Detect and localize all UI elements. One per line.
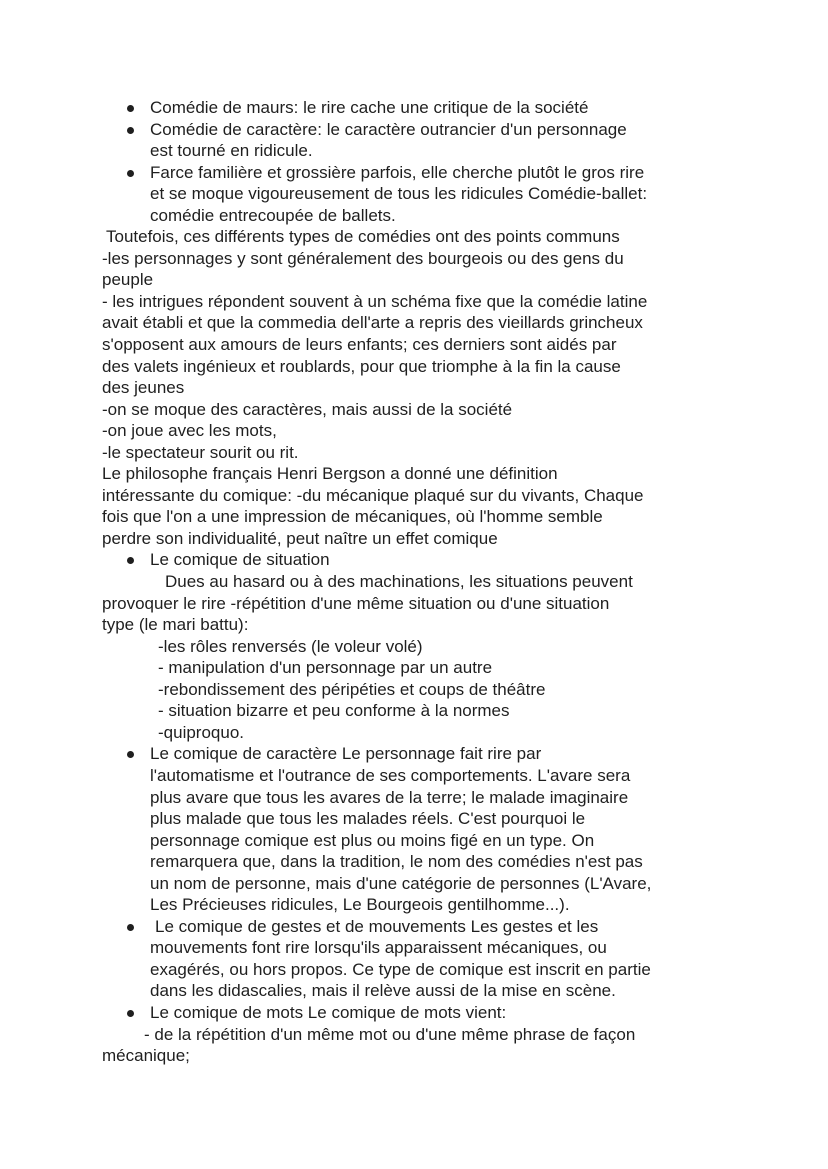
line-text: perdre son individualité, peut naître un effet comique bbox=[102, 528, 498, 548]
bullet-icon bbox=[127, 924, 134, 931]
text-line bbox=[0, 894, 828, 916]
line-text: dans les didascalies, mais il relève aussi de la mise en scène. bbox=[150, 981, 616, 1001]
text-line bbox=[0, 463, 828, 485]
text-line bbox=[0, 571, 828, 593]
text-line bbox=[0, 312, 828, 334]
text-line bbox=[0, 377, 828, 399]
text-line bbox=[0, 506, 828, 528]
line-text: intéressante du comique: -du mécanique plaqué sur du vivants, Chaque bbox=[102, 485, 644, 505]
line-text: s'opposent aux amours de leurs enfants; ces derniers sont aidés par bbox=[102, 335, 617, 355]
text-line bbox=[0, 399, 828, 421]
bullet-item-line bbox=[0, 97, 828, 119]
text-line bbox=[0, 334, 828, 356]
document-body bbox=[0, 97, 828, 1067]
text-line bbox=[0, 851, 828, 873]
text-line bbox=[0, 183, 828, 205]
text-line bbox=[0, 614, 828, 636]
bullet-item-line bbox=[0, 549, 828, 571]
line-text: remarquera que, dans la tradition, le nom des comédies n'est pas bbox=[150, 852, 643, 872]
line-text: plus malade que tous les malades réels. C'est pourquoi le bbox=[150, 809, 586, 829]
line-text: un nom de personne, mais d'une catégorie de personnes (L'Avare, bbox=[150, 873, 652, 893]
text-line bbox=[0, 657, 828, 679]
text-line bbox=[0, 593, 828, 615]
line-text: - situation bizarre et peu conforme à la normes bbox=[158, 701, 510, 721]
bullet-item-line bbox=[0, 743, 828, 765]
line-text: Dues au hasard ou à des machinations, les situations peuvent bbox=[165, 572, 633, 592]
line-text: et se moque vigoureusement de tous les ridicules Comédie-ballet: bbox=[150, 184, 648, 204]
line-text: -rebondissement des péripéties et coups de théâtre bbox=[158, 679, 546, 699]
line-text: des valets ingénieux et roublards, pour que triomphe à la fin la cause bbox=[102, 356, 621, 376]
text-line bbox=[0, 700, 828, 722]
text-line bbox=[0, 722, 828, 744]
line-text: - les intrigues répondent souvent à un schéma fixe que la comédie latine bbox=[102, 291, 648, 311]
line-text: Les Précieuses ridicules, Le Bourgeois gentilhomme...). bbox=[150, 895, 570, 915]
line-text: -on se moque des caractères, mais aussi de la société bbox=[102, 399, 513, 419]
line-text: -les personnages y sont généralement des bourgeois ou des gens du bbox=[102, 248, 624, 268]
line-text: l'automatisme et l'outrance de ses comportements. L'avare sera bbox=[150, 765, 631, 785]
text-line bbox=[0, 808, 828, 830]
line-text: type (le mari battu): bbox=[102, 615, 249, 635]
line-text: - manipulation d'un personnage par un autre bbox=[158, 658, 493, 678]
text-line bbox=[0, 787, 828, 809]
line-text: mouvements font rire lorsqu'ils apparaissent mécaniques, ou bbox=[150, 938, 607, 958]
text-line bbox=[0, 356, 828, 378]
text-line bbox=[0, 679, 828, 701]
line-text: plus avare que tous les avares de la terre; le malade imaginaire bbox=[150, 787, 629, 807]
line-text: Le comique de mots Le comique de mots vient: bbox=[150, 1002, 507, 1022]
text-line bbox=[0, 442, 828, 464]
line-text: -les rôles renversés (le voleur volé) bbox=[158, 636, 423, 656]
text-line bbox=[0, 980, 828, 1002]
line-text: comédie entrecoupée de ballets. bbox=[150, 205, 396, 225]
bullet-icon bbox=[127, 557, 134, 564]
text-line bbox=[0, 959, 828, 981]
line-text: Comédie de maurs: le rire cache une critique de la société bbox=[150, 98, 589, 117]
line-text: est tourné en ridicule. bbox=[150, 141, 313, 161]
line-text: exagérés, ou hors propos. Ce type de comique est inscrit en partie bbox=[150, 959, 651, 979]
line-text: des jeunes bbox=[102, 378, 185, 398]
bullet-item-line bbox=[0, 1002, 828, 1024]
line-text: Farce familière et grossière parfois, elle cherche plutôt le gros rire bbox=[150, 162, 645, 182]
text-line bbox=[0, 269, 828, 291]
line-text: mécanique; bbox=[102, 1046, 190, 1066]
line-text: Le philosophe français Henri Bergson a donné une définition bbox=[102, 464, 558, 484]
bullet-icon bbox=[127, 127, 134, 134]
text-line bbox=[0, 226, 828, 248]
bullet-item-line bbox=[0, 916, 828, 938]
line-text: Comédie de caractère: le caractère outrancier d'un personnage bbox=[150, 119, 627, 139]
line-text: peuple bbox=[102, 270, 154, 290]
text-line bbox=[0, 830, 828, 852]
line-text: Le comique de situation bbox=[150, 550, 330, 570]
text-line bbox=[0, 528, 828, 550]
bullet-item-line bbox=[0, 162, 828, 184]
text-line bbox=[0, 937, 828, 959]
line-text: Le comique de gestes et de mouvements Les gestes et les bbox=[155, 916, 599, 936]
line-text: -quiproquo. bbox=[158, 722, 245, 742]
line-text: -le spectateur sourit ou rit. bbox=[102, 442, 299, 462]
bullet-icon bbox=[127, 751, 134, 758]
line-text: Le comique de caractère Le personnage fait rire par bbox=[150, 744, 542, 764]
line-text: avait établi et que la commedia dell'arte a repris des vieillards grincheux bbox=[102, 313, 643, 333]
text-line bbox=[0, 140, 828, 162]
bullet-item-line bbox=[0, 119, 828, 141]
line-text: - de la répétition d'un même mot ou d'une même phrase de façon bbox=[144, 1024, 636, 1044]
text-line bbox=[0, 636, 828, 658]
bullet-icon bbox=[127, 170, 134, 177]
line-text: fois que l'on a une impression de mécaniques, où l'homme semble bbox=[102, 507, 603, 527]
text-line bbox=[0, 1045, 828, 1067]
line-text: personnage comique est plus ou moins figé en un type. On bbox=[150, 830, 595, 850]
text-line bbox=[0, 291, 828, 313]
text-line bbox=[0, 873, 828, 895]
text-line bbox=[0, 1024, 828, 1046]
bullet-icon bbox=[127, 1010, 134, 1017]
bullet-icon bbox=[127, 105, 134, 112]
line-text: -on joue avec les mots, bbox=[102, 421, 277, 441]
line-text: provoquer le rire -répétition d'une même situation ou d'une situation bbox=[102, 593, 610, 613]
line-text: Toutefois, ces différents types de comédies ont des points communs bbox=[106, 227, 620, 247]
text-line bbox=[0, 420, 828, 442]
text-line bbox=[0, 765, 828, 787]
text-line bbox=[0, 485, 828, 507]
text-line bbox=[0, 248, 828, 270]
text-line bbox=[0, 205, 828, 227]
